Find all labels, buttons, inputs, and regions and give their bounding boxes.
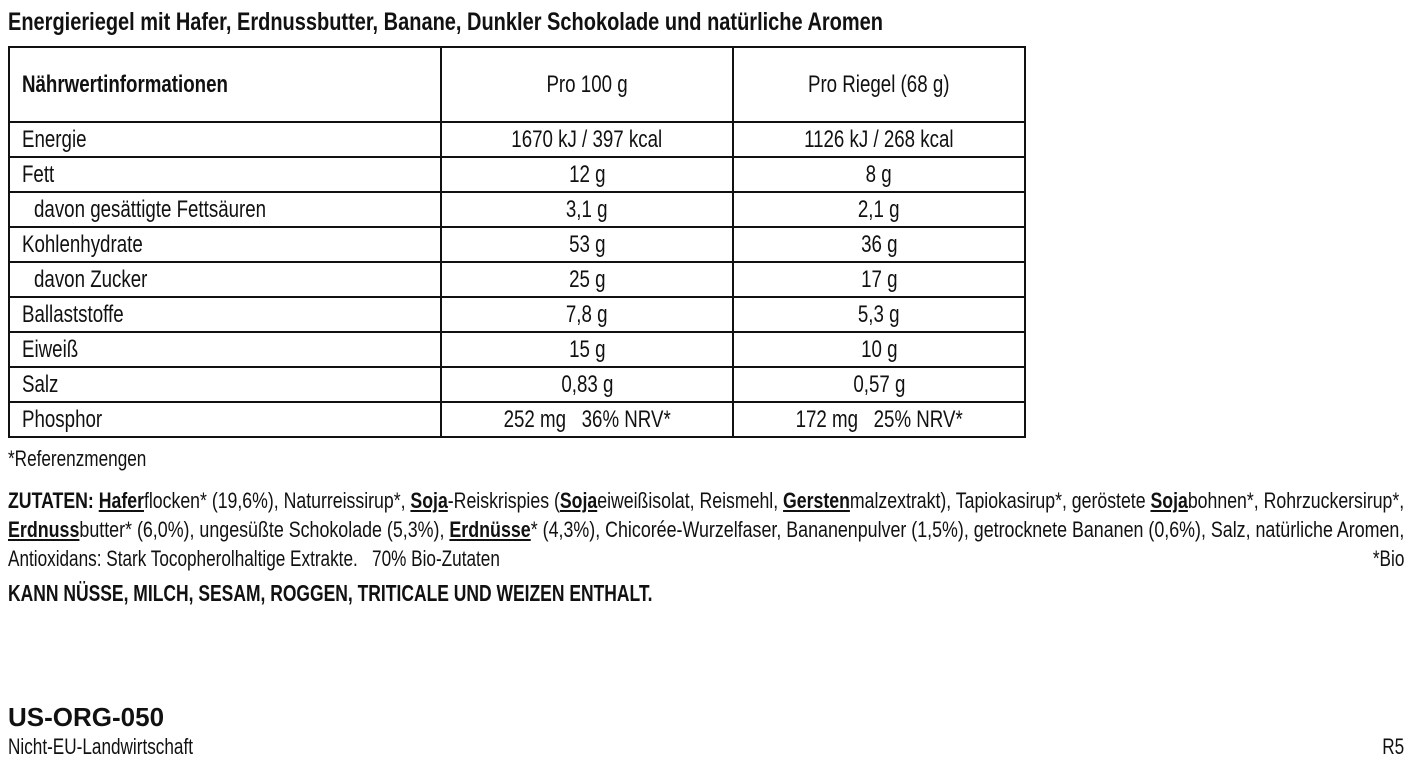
- nutrient-label-cell: [9, 262, 441, 297]
- ingredient-text: eiweißisolat, Reismehl,: [597, 488, 784, 513]
- ingredient-text: malzextrakt), Tapiokasirup*, geröstete: [849, 488, 1151, 513]
- nutrient-per100: 12 g: [568, 161, 606, 188]
- ingredient-text: flocken* (19,6%), Naturreissirup*,: [143, 488, 411, 513]
- revision-code: R5: [1382, 734, 1404, 759]
- ingredients-line-1: [8, 486, 1405, 515]
- nutrient-per100-cell: [441, 192, 733, 227]
- nutrient-label: Ballaststoffe: [22, 301, 124, 328]
- nutrient-label-cell: [9, 367, 441, 402]
- nutrition-row: [9, 367, 1025, 402]
- nutrient-label: davon gesättigte Fettsäuren: [34, 196, 267, 223]
- bio-note: *Bio: [1372, 546, 1404, 571]
- nutrient-perbar: 5,3 g: [858, 301, 900, 328]
- nutrition-row: [9, 227, 1025, 262]
- ingredients-line-2: [8, 515, 1405, 544]
- nutrient-label: Kohlenhydrate: [22, 231, 143, 258]
- ingredients-block: [8, 486, 1404, 573]
- nutrient-per100: 3,1 g: [566, 196, 608, 223]
- nutrient-per100: 15 g: [568, 336, 606, 363]
- allergen-highlight: Soja: [559, 488, 598, 513]
- nutrient-perbar-cell: [733, 332, 1025, 367]
- nutrient-per100: 1670 kJ / 397 kcal: [511, 126, 663, 153]
- nutrient-label: Salz: [22, 371, 59, 398]
- nutrient-label-cell: [9, 332, 441, 367]
- nutrient-per100-cell: [441, 297, 733, 332]
- nutrition-table: [8, 46, 1026, 438]
- nutrient-perbar: 2,1 g: [858, 196, 900, 223]
- nutrient-label: Fett: [22, 161, 55, 188]
- nutrient-perbar-cell: [733, 297, 1025, 332]
- nutrient-perbar: 36 g: [860, 231, 898, 258]
- nutrition-row: [9, 332, 1025, 367]
- nutrition-row: [9, 122, 1025, 157]
- nutrient-perbar: 1126 kJ / 268 kcal: [804, 126, 954, 153]
- allergen-highlight: Soja: [410, 488, 448, 513]
- nutrient-per100-cell: [441, 262, 733, 297]
- nutrient-per100: 53 g: [568, 231, 606, 258]
- allergen-highlight: Erdnuss: [8, 517, 80, 542]
- ingredient-text: butter* (6,0%), ungesüßte Schokolade (5,3%),: [79, 517, 450, 542]
- header-cell-per100: [441, 47, 733, 122]
- reference-footnote: *Referenzmengen: [8, 446, 147, 471]
- nutrient-perbar-cell: [733, 157, 1025, 192]
- nutrient-per100-cell: [441, 367, 733, 402]
- nutrient-per100-cell: [441, 402, 733, 437]
- allergen-warning: KANN NÜSSE, MILCH, SESAM, ROGGEN, TRITICALE UND WEIZEN ENTHALT.: [8, 580, 653, 606]
- nutrition-row: [9, 157, 1025, 192]
- nutrient-perbar: 8 g: [865, 161, 893, 188]
- nutrient-label-cell: [9, 192, 441, 227]
- organic-cert-code: US-ORG-050: [8, 702, 165, 732]
- nutrient-perbar-cell: [733, 227, 1025, 262]
- nutrient-perbar: 10 g: [860, 336, 898, 363]
- allergen-highlight: Gersten: [783, 488, 850, 513]
- nutrient-label-cell: [9, 227, 441, 262]
- header-cell-perbar: [733, 47, 1025, 122]
- nutrient-per100: 25 g: [568, 266, 606, 293]
- nutrient-perbar: 172 mg 25% NRV*: [795, 406, 963, 433]
- nutrient-perbar-cell: [733, 402, 1025, 437]
- ingredient-text: ZUTATEN:: [8, 488, 99, 513]
- nutrient-label: davon Zucker: [34, 266, 148, 293]
- allergen-highlight: Soja: [1150, 488, 1188, 513]
- nutrient-label-cell: [9, 402, 441, 437]
- allergen-highlight: Hafer: [98, 488, 144, 513]
- nutrient-per100: 7,8 g: [566, 301, 608, 328]
- nutrition-row: [9, 192, 1025, 227]
- header-perbar-text: Pro Riegel (68 g): [808, 71, 950, 98]
- nutrient-perbar: 0,57 g: [852, 371, 906, 398]
- ingredient-text: bohnen*, Rohrzuckersirup*,: [1187, 488, 1405, 513]
- ingredients-line-3: [8, 544, 1097, 573]
- header-per100-text: Pro 100 g: [546, 71, 628, 98]
- nutrient-per100-cell: [441, 157, 733, 192]
- nutrient-label: Eiweiß: [22, 336, 79, 363]
- nutrient-per100-cell: [441, 227, 733, 262]
- nutrient-perbar-cell: [733, 192, 1025, 227]
- nutrition-row: [9, 402, 1025, 437]
- nutrient-label: Energie: [22, 126, 87, 153]
- nutrition-row: [9, 262, 1025, 297]
- ingredient-text: Antioxidans: Stark Tocopherolhaltige Extrakte. 70% Bio-Zutaten: [8, 546, 500, 571]
- nutrient-perbar-cell: [733, 367, 1025, 402]
- nutrition-header-row: [9, 47, 1025, 122]
- nutrient-per100: 252 mg 36% NRV*: [503, 406, 671, 433]
- header-cell-label: [9, 47, 441, 122]
- product-title: Energieriegel mit Hafer, Erdnussbutter, Banane, Dunkler Schokolade und natürliche Aromen: [8, 8, 884, 36]
- nutrient-perbar: 17 g: [860, 266, 898, 293]
- nutrition-row: [9, 297, 1025, 332]
- agriculture-origin: Nicht-EU-Landwirtschaft: [8, 734, 194, 759]
- nutrient-per100-cell: [441, 332, 733, 367]
- header-label-text: Nährwertinformationen: [22, 71, 228, 98]
- allergen-highlight: Erdnüsse: [449, 517, 531, 542]
- nutrition-table-body: [9, 47, 1025, 437]
- nutrient-perbar-cell: [733, 122, 1025, 157]
- ingredient-text: -Reiskrispies (: [447, 488, 560, 513]
- nutrient-label: Phosphor: [22, 406, 103, 433]
- nutrient-label-cell: [9, 122, 441, 157]
- nutrient-label-cell: [9, 157, 441, 192]
- nutrient-per100: 0,83 g: [560, 371, 614, 398]
- nutrient-label-cell: [9, 297, 441, 332]
- nutrient-per100-cell: [441, 122, 733, 157]
- nutrient-perbar-cell: [733, 262, 1025, 297]
- ingredient-text: * (4,3%), Chicorée-Wurzelfaser, Bananenpulver (1,5%), getrocknete Bananen (0,6%), Salz, natürliche Aromen,: [530, 517, 1405, 542]
